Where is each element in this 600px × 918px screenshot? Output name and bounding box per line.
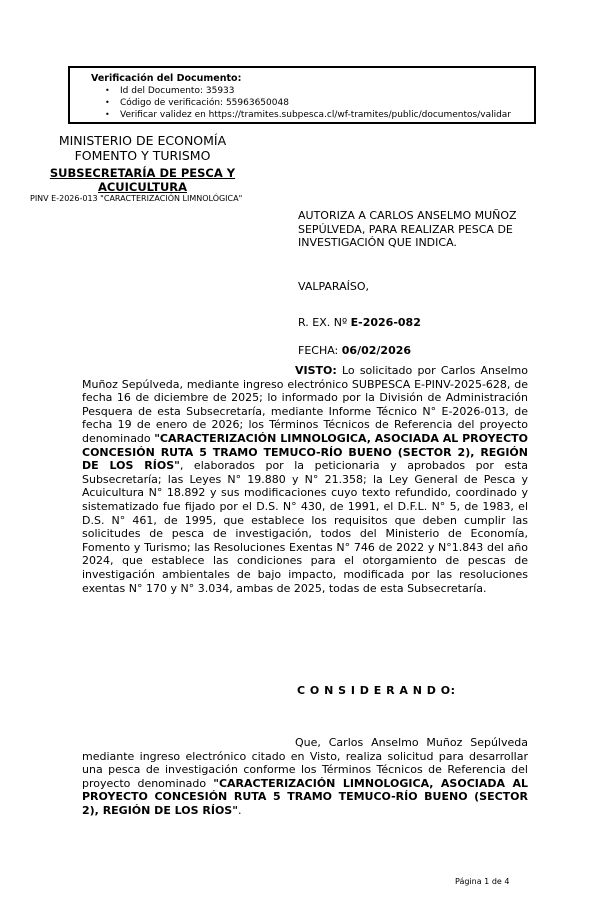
resolution-label: R. EX. Nº <box>298 316 351 329</box>
date-line <box>298 344 411 357</box>
considerando-body-1: Que, Carlos Anselmo Muñoz Sepúlveda mediante ingreso electrónico citado en Visto, realiza solicitud para desarrollar una pesca de investigación conforme los Términos Técnicos de Referencia del proyecto denominado <box>82 736 528 790</box>
verification-url-text: Verificar validez en https://tramites.subpesca.cl/wf-tramites/public/documentos/validar <box>120 110 512 120</box>
ministry-letterhead <box>40 133 245 163</box>
verification-item-code <box>91 97 530 109</box>
visto-body-2: , elaborados por la peticionaria y aprobados por esta Subsecretaría; las Leyes N° 19.880 y N° 21.358; la Ley General de Pesca y Acuicultura N° 18.892 y sus modificaciones cuyo texto refundido, coordinado y sistematizado fue fijado por el D.S. N° 430, de 1991, el D.F.L. N° 5, de 1983, el D.S. N° 461, de 1995, que establece los requisitos que deben cumplir las solicitudes de pesca de investigación, todos del Ministerio de Economía, Fomento y Turismo; las Resoluciones Exentas N° 746 de 2022 y N°1.843 del año 2024, que establece las condiciones para el otorgamiento de pescas de investigación ambientales de bajo impacto, modificada por las resoluciones exentas N° 170 y N° 3.034, ambas de 2025, todas de esta Subsecretaría. <box>82 459 528 595</box>
verification-item-text: Código de verificación: 55963650048 <box>120 98 289 108</box>
considerando-paragraph <box>82 736 528 818</box>
date-value: 06/02/2026 <box>341 344 412 357</box>
resolution-number: E-2026-082 <box>350 316 421 329</box>
project-reference: PINV E-2026-013 "CARACTERIZACIÓN LIMNOLÓGICA" <box>30 194 243 203</box>
bullet-icon: • <box>105 86 110 95</box>
subsecretaria-letterhead <box>40 167 245 194</box>
visto-lead: VISTO: <box>295 364 337 377</box>
considerando-project-name: "CARACTERIZACIÓN LIMNOLOGICA, ASOCIADA AL PROYECTO CONCESIÓN RUTA 5 TRAMO TEMUCO-RÍO BUENO (SECTOR 2), REGIÓN DE LOS RÍOS" <box>82 776 528 817</box>
visto-paragraph <box>82 364 528 595</box>
verification-item-id <box>91 85 530 97</box>
verification-box <box>68 66 536 124</box>
ministry-name-line2: FOMENTO Y TURISMO <box>74 148 211 163</box>
date-label: FECHA: <box>298 344 342 357</box>
visto-project-name: "CARACTERIZACIÓN LIMNOLOGICA, ASOCIADA AL PROYECTO CONCESIÓN RUTA 5 TRAMO TEMUCO-RÍO BUENO (SECTOR 2), REGIÓN DE LOS RÍOS" <box>82 431 528 473</box>
considerando-heading: C O N S I D E R A N D O: <box>297 684 456 697</box>
verification-item-text: Id del Documento: 35933 <box>120 86 235 96</box>
resolution-number-line <box>298 316 421 329</box>
subsecretaria-line2: ACUICULTURA <box>97 179 188 194</box>
page-number-indicator: Página 1 de 4 <box>455 877 510 886</box>
verification-title: Verificación del Documento: <box>91 73 242 84</box>
verification-item-url <box>91 109 530 121</box>
ministry-name-line1: MINISTERIO DE ECONOMÍA <box>58 133 227 148</box>
considerando-body-2: . <box>237 803 242 817</box>
resolution-subject: AUTORIZA A CARLOS ANSELMO MUÑOZ SEPÚLVEDA, PARA REALIZAR PESCA DE INVESTIGACIÓN QUE INDICA. <box>298 209 517 249</box>
bullet-icon: • <box>105 110 110 119</box>
visto-body-1: Lo solicitado por Carlos Anselmo Muñoz Sepúlveda, mediante ingreso electrónico SUBPESCA E-PINV-2025-628, de fecha 16 de diciembre de 2025; lo informado por la División de Administración Pesquera de esta Subsecretaría, mediante Informe Técnico N° E-2026-013, de fecha 19 de enero de 2026; los Términos Técnicos de Referencia del proyecto denominado <box>82 364 528 445</box>
subsecretaria-line1: SUBSECRETARÍA DE PESCA Y <box>49 166 236 180</box>
city-line: VALPARAÍSO, <box>298 280 370 293</box>
bullet-icon: • <box>105 98 110 107</box>
